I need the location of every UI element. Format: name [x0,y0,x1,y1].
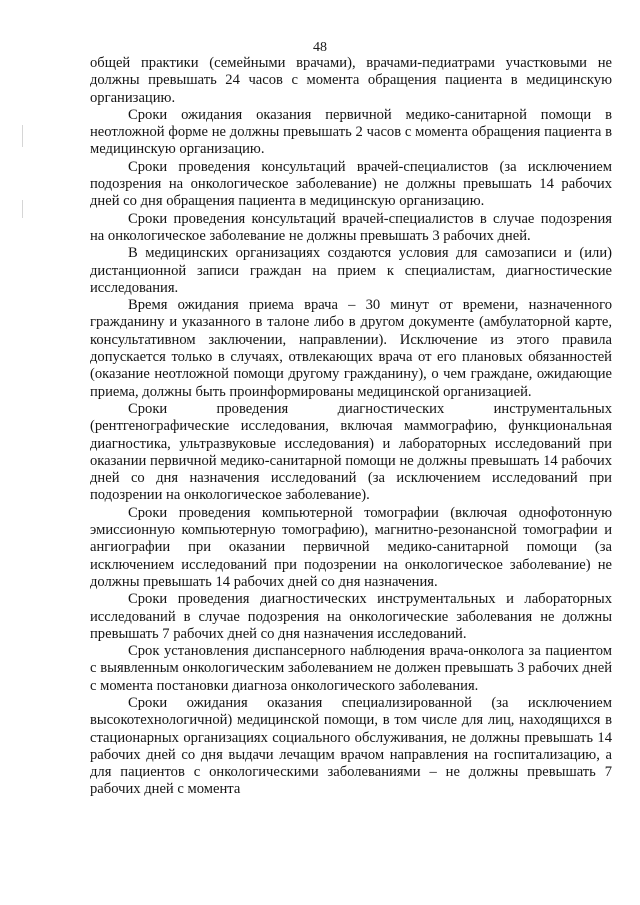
margin-scan-mark [22,125,23,147]
paragraph: общей практики (семейными врачами), врачами-педиатрами участковыми не должны превышать 24 часов с момента обращения пациента в медицинскую организацию. [90,55,612,106]
paragraph: Сроки ожидания оказания первичной медико-санитарной помощи в неотложной форме не должны превышать 2 часов с момента обращения пациента в медицинскую организацию. [90,106,612,158]
paragraph: Сроки проведения компьютерной томографии (включая однофотонную эмиссионную компьютерную томографию), магнитно-резонансной томографии и ангиографии при оказании первичной медико-санитарной помощи (за исключением исследований при подозрении на онкологическое заболевание) не должны превышать 14 рабочих дней со дня назначения. [90,504,612,590]
paragraph: Сроки проведения диагностических инструментальных (рентгенографические исследования, включая маммографию, функциональная диагностика, ультразвуковые исследования) и лабораторных исследований при оказании первичной медико-санитарной помощи не должны превышать 14 рабочих дней со дня назначения исследований (за исключением исследований при подозрении на онкологическое заболевание). [90,400,612,504]
paragraph: Сроки проведения диагностических инструментальных и лабораторных исследований в случае подозрения на онкологические заболевания не должны превышать 7 рабочих дней со дня назначения исследований. [90,591,612,642]
page-number: 48 [313,40,327,55]
paragraph: В медицинских организациях создаются условия для самозаписи и (или) дистанционной записи граждан на прием к специалистам, диагностические исследования. [90,245,612,296]
paragraph: Сроки ожидания оказания специализированной (за исключением высокотехнологичной) медицинской помощи, в том числе для лиц, находящихся в стационарных организациях социального обслуживания, не должны превышать 14 рабочих дней со дня выдачи лечащим врачом направления на госпитализацию, а для пациентов с онкологическими заболеваниями – не должны превышать 7 рабочих дней с момента [90,694,612,798]
paragraph: Сроки проведения консультаций врачей-специалистов в случае подозрения на онкологическое заболевание не должны превышать 3 рабочих дней. [90,210,612,244]
paragraph: Время ожидания приема врача – 30 минут от времени, назначенного гражданину и указанного в талоне либо в другом документе (амбулаторной карте, консультативном заключении, направлении). Исключение из этого правила допускается только в случаях, отвлекающих врача от его плановых обязанностей (оказание неотложной помощи другому гражданину), о чем граждане, ожидающие приема, должны быть проинформированы медицинской организацией. [90,297,612,400]
document-body [90,55,612,799]
paragraph: Сроки проведения консультаций врачей-специалистов (за исключением подозрения на онкологическое заболевание) не должны превышать 14 рабочих дней со дня обращения пациента в медицинскую организацию. [90,158,612,210]
margin-scan-mark [22,200,23,218]
paragraph: Срок установления диспансерного наблюдения врача-онколога за пациентом с выявленным онкологическим заболеванием не должен превышать 3 рабочих дней с момента постановки диагноза онкологического заболевания. [90,643,612,694]
